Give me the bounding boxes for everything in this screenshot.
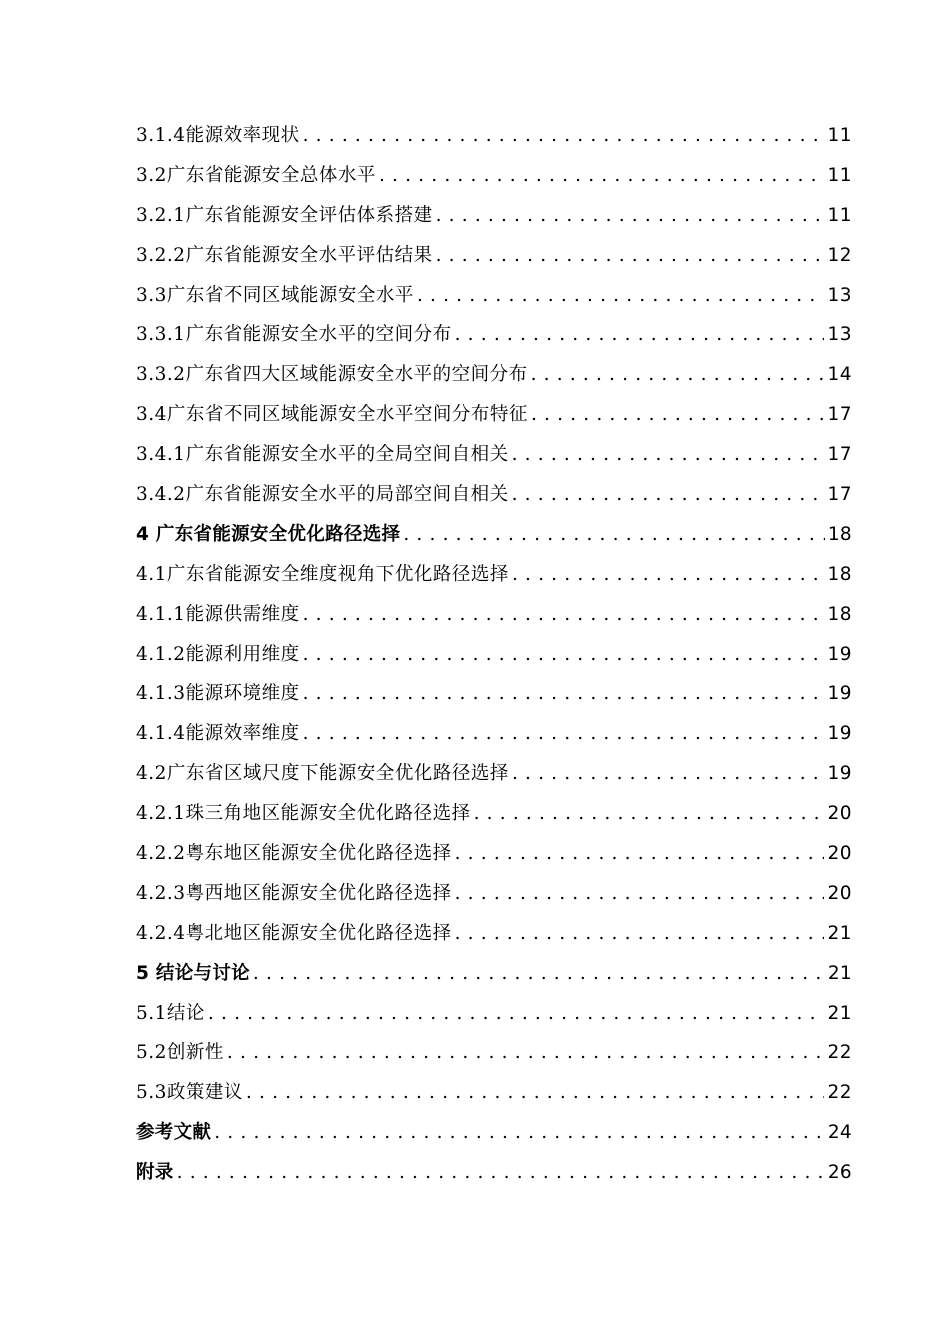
- toc-entry-title: 5.2创新性: [136, 1042, 224, 1064]
- toc-entry-page-number: 11: [827, 204, 852, 226]
- toc-dot-leader: [512, 435, 825, 475]
- toc-entry-title: 4.2.2粤东地区能源安全优化路径选择: [136, 843, 452, 865]
- toc-dot-leader: [303, 674, 825, 714]
- toc-entry-title: 3.4.1广东省能源安全水平的全局空间自相关: [136, 444, 509, 466]
- toc-dot-leader: [303, 595, 825, 635]
- toc-entry-title: 4.1.2能源利用维度: [136, 643, 300, 665]
- toc-entry-page-number: 14: [827, 364, 852, 386]
- toc-entry-page-number: 18: [827, 603, 852, 625]
- toc-entry[interactable]: [136, 1113, 852, 1153]
- toc-entry-title: 附录: [136, 1162, 174, 1184]
- toc-dot-leader: [455, 874, 825, 914]
- toc-dot-leader: [417, 276, 825, 316]
- toc-dot-leader: [177, 1153, 825, 1193]
- toc-entry-title: 3.4广东省不同区域能源安全水平空间分布特征: [136, 404, 528, 426]
- toc-entry[interactable]: [136, 874, 852, 914]
- toc-entry[interactable]: [136, 435, 852, 475]
- toc-dot-leader: [474, 794, 825, 834]
- toc-entry[interactable]: [136, 994, 852, 1034]
- toc-entry[interactable]: [136, 914, 852, 954]
- toc-entry-page-number: 20: [827, 803, 852, 825]
- toc-entry-title: 4.1.1能源供需维度: [136, 603, 300, 625]
- toc-dot-leader: [436, 196, 825, 236]
- toc-dot-leader: [253, 954, 825, 994]
- toc-entry-title: 4.1.4能源效率维度: [136, 723, 300, 745]
- toc-dot-leader: [531, 355, 825, 395]
- toc-entry-title: 3.1.4能源效率现状: [136, 125, 300, 146]
- toc-dot-leader: [303, 635, 825, 675]
- toc-entry-title: 5.3政策建议: [136, 1082, 243, 1104]
- toc-entry-title: 3.3广东省不同区域能源安全水平: [136, 284, 414, 306]
- toc-entry[interactable]: [136, 395, 852, 435]
- toc-entry-page-number: 17: [827, 404, 852, 426]
- toc-entry-page-number: 20: [827, 882, 852, 904]
- toc-dot-leader: [455, 834, 825, 874]
- toc-dot-leader: [455, 315, 825, 355]
- toc-entry-title: 4 广东省能源安全优化路径选择: [136, 523, 401, 545]
- toc-dot-leader: [455, 914, 825, 954]
- toc-entry[interactable]: [136, 674, 852, 714]
- toc-entry-page-number: 17: [827, 484, 852, 506]
- toc-entry-title: 3.2.1广东省能源安全评估体系搭建: [136, 204, 433, 226]
- toc-entry-title: 5.1结论: [136, 1002, 205, 1024]
- toc-entry-title: 3.2.2广东省能源安全水平评估结果: [136, 244, 433, 266]
- toc-entry[interactable]: [136, 236, 852, 276]
- toc-dot-leader: [512, 754, 825, 794]
- toc-entry[interactable]: [136, 1153, 852, 1193]
- toc-entry-title: 4.2.1珠三角地区能源安全优化路径选择: [136, 803, 471, 825]
- toc-entry[interactable]: [136, 156, 852, 196]
- toc-entry[interactable]: [136, 196, 852, 236]
- toc-entry-title: 3.3.1广东省能源安全水平的空间分布: [136, 324, 452, 346]
- toc-entry[interactable]: [136, 954, 852, 994]
- toc-dot-leader: [512, 475, 825, 515]
- toc-entry-page-number: 18: [827, 563, 852, 585]
- toc-entry-page-number: 21: [827, 1002, 852, 1024]
- toc-entry-title: 参考文献: [136, 1122, 212, 1144]
- toc-entry-title: 4.2广东省区域尺度下能源安全优化路径选择: [136, 763, 509, 785]
- toc-dot-leader: [214, 1113, 825, 1153]
- toc-entry[interactable]: [136, 355, 852, 395]
- toc-entry[interactable]: [136, 834, 852, 874]
- toc-entry[interactable]: [136, 1073, 852, 1113]
- toc-dot-leader: [303, 116, 825, 156]
- toc-entry-page-number: 19: [827, 683, 852, 705]
- toc-entry-page-number: 22: [827, 1082, 852, 1104]
- toc-entry-title: 4.1广东省能源安全维度视角下优化路径选择: [136, 563, 509, 585]
- toc-entry[interactable]: [136, 595, 852, 635]
- toc-dot-leader: [246, 1073, 825, 1113]
- toc-entry-title: 3.2广东省能源安全总体水平: [136, 164, 376, 186]
- toc-entry-page-number: 17: [827, 444, 852, 466]
- toc-entry-title: 3.4.2广东省能源安全水平的局部空间自相关: [136, 484, 509, 506]
- toc-entry-title: 4.2.4粤北地区能源安全优化路径选择: [136, 922, 452, 944]
- toc-entry[interactable]: [136, 276, 852, 316]
- toc-entry-page-number: 24: [827, 1122, 852, 1144]
- toc-entry[interactable]: [136, 475, 852, 515]
- toc-entry-page-number: 19: [827, 723, 852, 745]
- table-of-contents: [136, 116, 852, 1193]
- toc-dot-leader: [436, 236, 825, 276]
- toc-dot-leader: [403, 515, 825, 555]
- toc-entry-page-number: 18: [827, 523, 852, 545]
- toc-entry-title: 4.2.3粤西地区能源安全优化路径选择: [136, 882, 452, 904]
- toc-entry[interactable]: [136, 315, 852, 355]
- toc-entry[interactable]: [136, 1033, 852, 1073]
- toc-entry[interactable]: [136, 515, 852, 555]
- toc-entry-page-number: 21: [827, 962, 852, 984]
- toc-entry[interactable]: [136, 116, 852, 156]
- toc-entry[interactable]: [136, 754, 852, 794]
- toc-dot-leader: [379, 156, 825, 196]
- toc-dot-leader: [512, 555, 825, 595]
- toc-entry[interactable]: [136, 635, 852, 675]
- toc-entry-page-number: 19: [827, 763, 852, 785]
- toc-entry-page-number: 13: [827, 324, 852, 346]
- toc-dot-leader: [208, 994, 825, 1034]
- toc-dot-leader: [531, 395, 825, 435]
- toc-entry-page-number: 11: [827, 125, 852, 146]
- toc-entry[interactable]: [136, 714, 852, 754]
- toc-entry[interactable]: [136, 794, 852, 834]
- toc-entry-page-number: 26: [827, 1162, 852, 1184]
- toc-entry-page-number: 22: [827, 1042, 852, 1064]
- toc-dot-leader: [303, 714, 825, 754]
- toc-entry[interactable]: [136, 555, 852, 595]
- toc-entry-title: 3.3.2广东省四大区域能源安全水平的空间分布: [136, 364, 528, 386]
- toc-entry-page-number: 12: [827, 244, 852, 266]
- toc-entry-page-number: 11: [827, 164, 852, 186]
- toc-entry-page-number: 21: [827, 922, 852, 944]
- toc-entry-page-number: 13: [827, 284, 852, 306]
- toc-entry-page-number: 19: [827, 643, 852, 665]
- toc-entry-page-number: 20: [827, 843, 852, 865]
- toc-dot-leader: [227, 1033, 825, 1073]
- toc-entry-title: 4.1.3能源环境维度: [136, 683, 300, 705]
- toc-entry-title: 5 结论与讨论: [136, 962, 250, 984]
